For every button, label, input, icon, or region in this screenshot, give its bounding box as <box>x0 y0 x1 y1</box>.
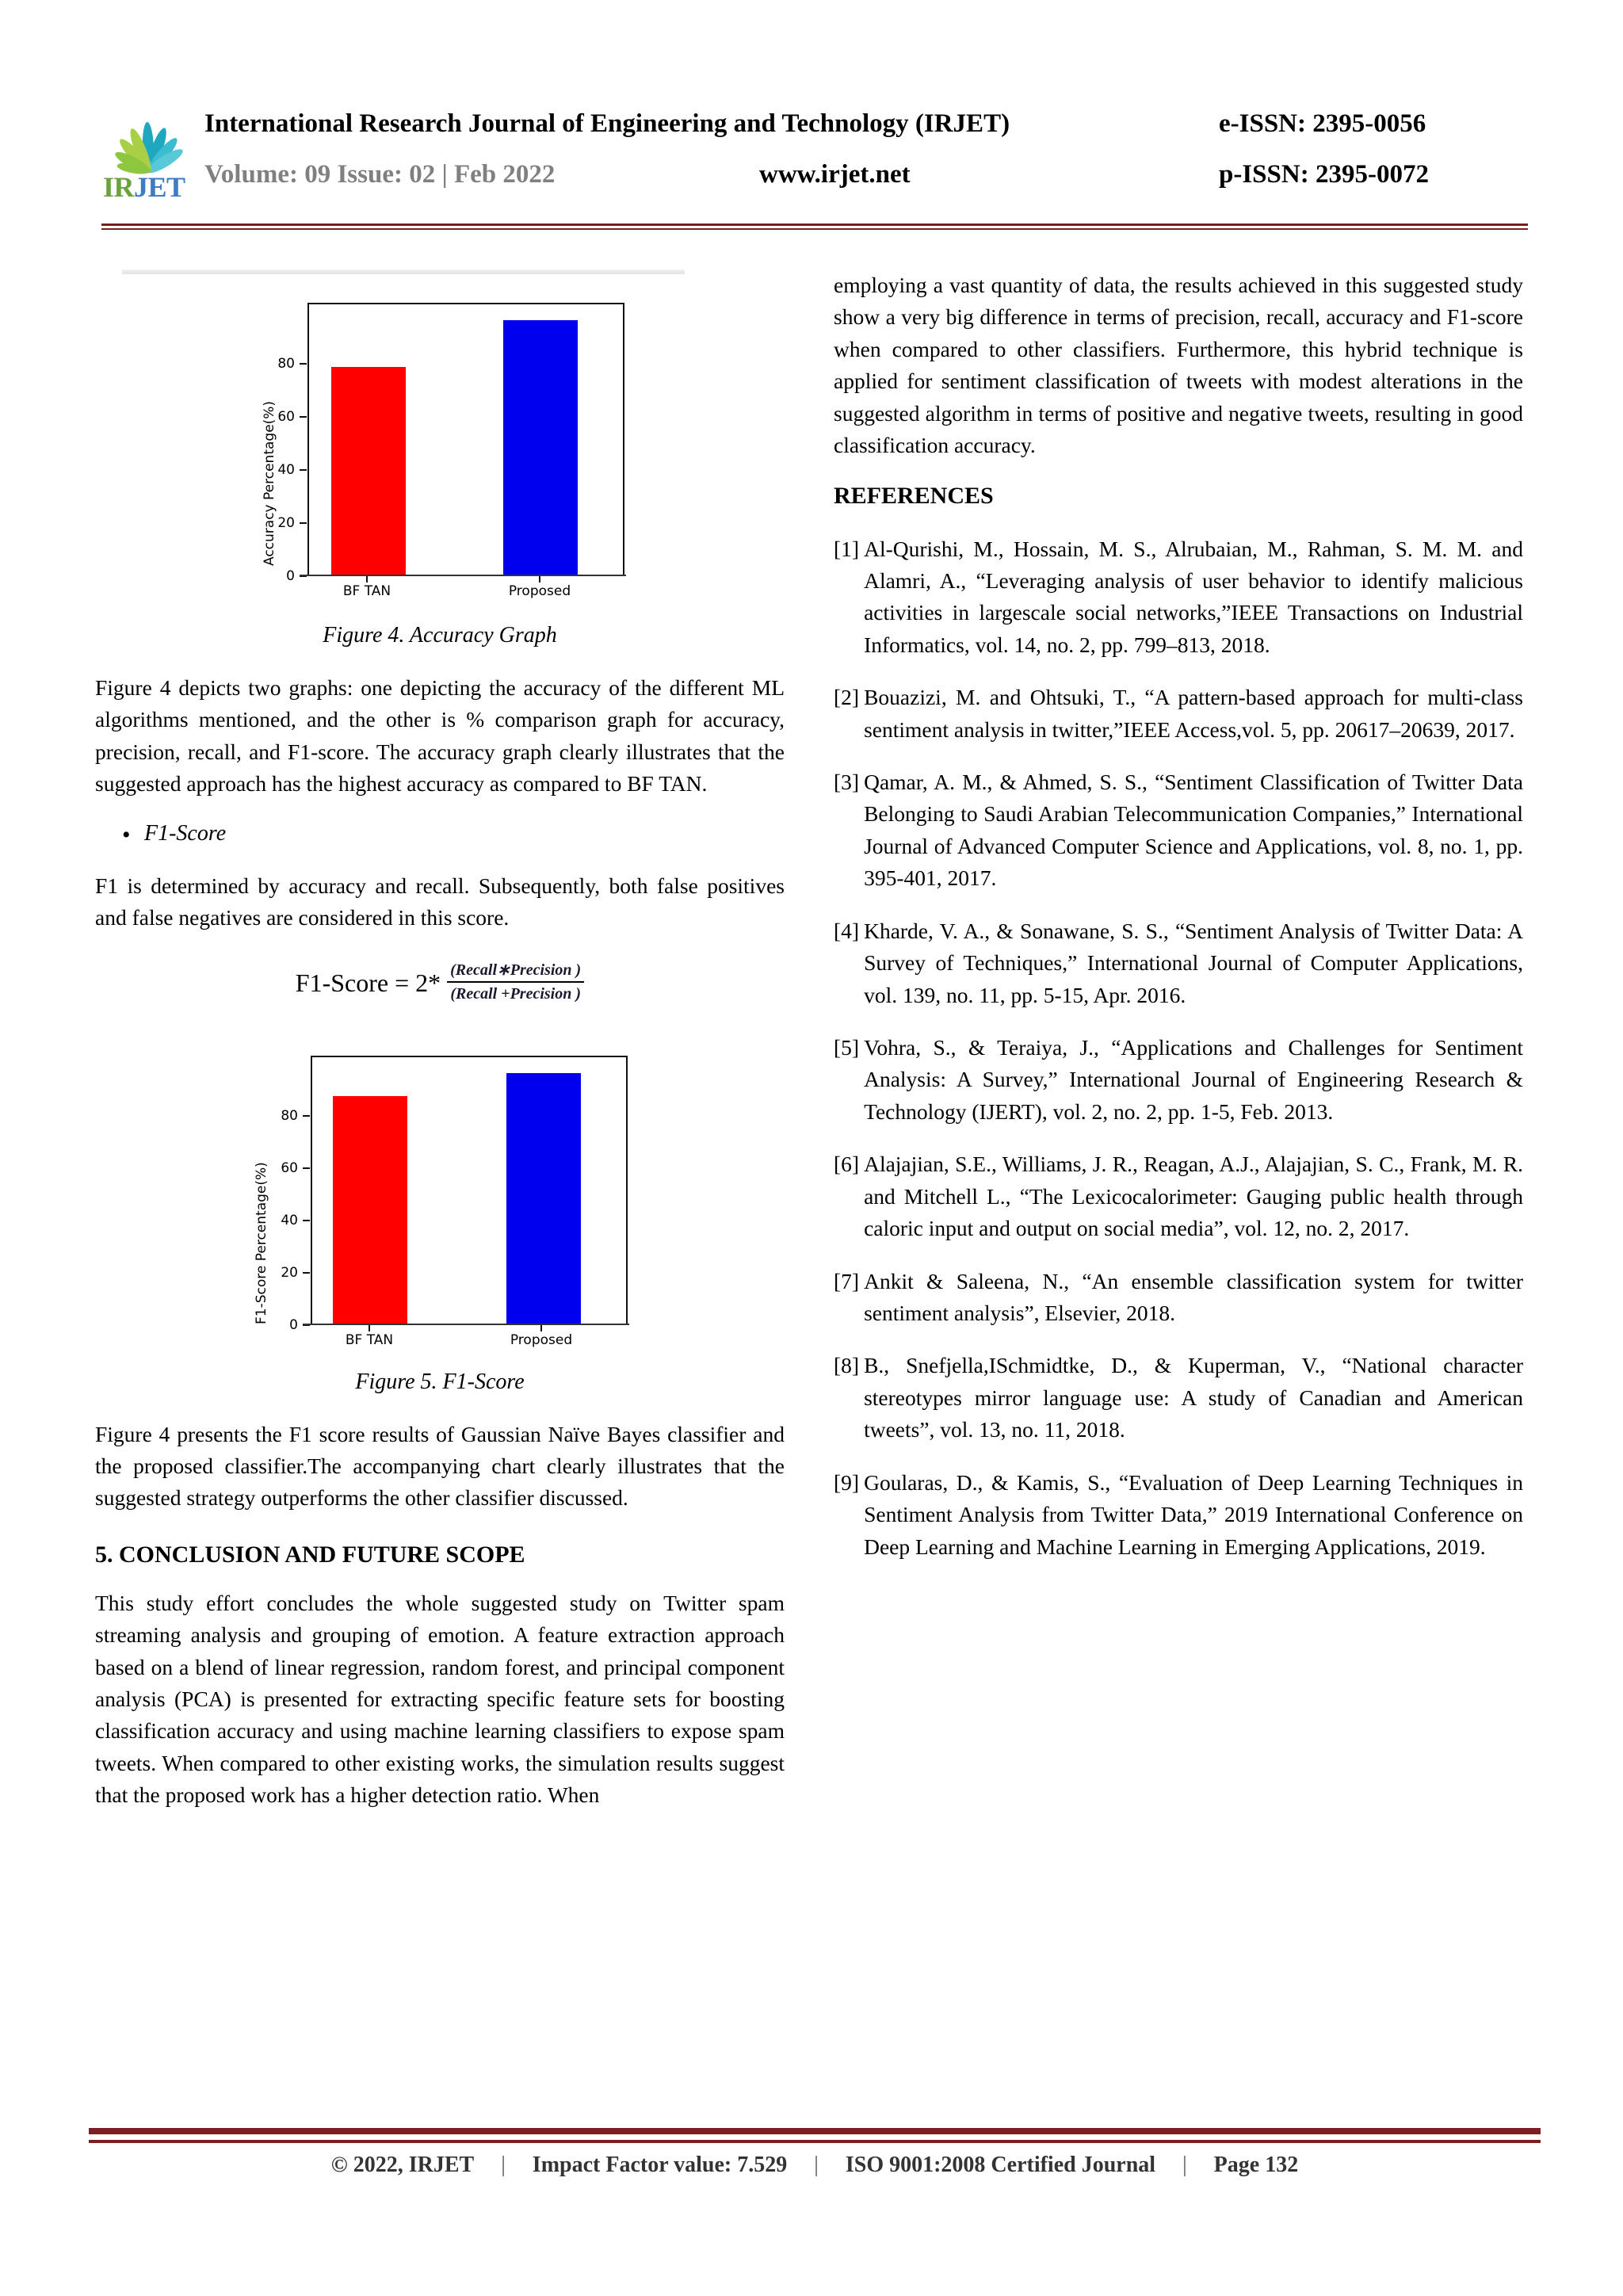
reference-text: Al-Qurishi, M., Hossain, M. S., Alrubaian, M., Rahman, S. M. M. and Alamri, A., “Leveraging analysis of user behavior to identify malicious activities in largescale social networks,”IEEE Transactions on Industrial Informatics, vol. 14, no. 2, pp. 799–813, 2018. <box>864 536 1523 657</box>
left-column <box>95 269 785 1812</box>
right-column <box>834 269 1523 1584</box>
footer-separator-1: | <box>501 2153 506 2177</box>
f1-ytick-60: 60 <box>281 1159 298 1176</box>
f1-ytick-mark-80 <box>303 1115 310 1117</box>
header-rule-bottom <box>101 228 1528 230</box>
f1-score-chart <box>95 1027 785 1352</box>
accuracy-chart-frame <box>95 281 785 606</box>
footer-copyright: © 2022, IRJET <box>330 2153 475 2177</box>
journal-masthead <box>101 103 1528 214</box>
f1-chart-frame <box>95 1027 785 1352</box>
reference-text: Bouazizi, M. and Ohtsuki, T., “A pattern-based approach for multi-class sentiment analysis in twitter,”IEEE Access,vol. 5, pp. 20617–20639, 2017. <box>864 685 1523 742</box>
paragraph-conclusion: This study effort concludes the whole suggested study on Twitter spam streaming analysis and grouping of emotion. A feature extraction approach based on a blend of linear regression, random forest, and principal component analysis (PCA) is presented for extracting specific feature sets for boosting classification accuracy and using machine learning classifiers to expose spam tweets. When compared to other existing works, the simulation results suggest that the proposed work has a higher detection ratio. When <box>95 1590 785 1808</box>
header-row-title <box>204 109 1528 139</box>
accuracy-xtick-mark-bf-tan <box>366 576 368 583</box>
formula-denominator: (Recall +Precision ) <box>450 984 582 1003</box>
footer-rule-thick <box>89 2128 1541 2134</box>
f1-ytick-20: 20 <box>281 1264 298 1281</box>
accuracy-ytick-mark-20 <box>300 522 307 524</box>
journal-website[interactable]: www.irjet.net <box>759 160 911 189</box>
paragraph-figure5-description: Figure 4 presents the F1 score results of Gaussian Naïve Bayes classifier and the proposed classifier.The accompanying chart clearly illustrates that the suggested strategy outperforms the other classifier discussed. <box>95 1421 785 1511</box>
chart-top-divider <box>122 269 685 274</box>
reference-text: Qamar, A. M., & Ahmed, S. S., “Sentiment Classification of Twitter Data Belonging to Saudi Arabian Telecommunication Companies,” International Journal of Advanced Computer Science and Applications, vol. 8, no. 1, pp. 395-401, 2017. <box>864 770 1523 891</box>
paragraph-figure4-description: Figure 4 depicts two graphs: one depicting the accuracy of the different ML algorithms mentioned, and the other is % comparison graph for accuracy, precision, recall, and F1-score. The accuracy graph clearly illustrates that the suggested approach has the highest accuracy as compared to BF TAN. <box>95 675 785 797</box>
reference-item <box>834 1467 1523 1563</box>
conclusion-heading: 5. CONCLUSION AND FUTURE SCOPE <box>95 1541 525 1568</box>
figure-5-caption: Figure 5. F1-Score <box>355 1369 525 1394</box>
accuracy-ytick-60: 60 <box>277 409 295 425</box>
footer-impact-factor: Impact Factor value: 7.529 <box>532 2153 788 2177</box>
accuracy-xtick-mark-proposed <box>539 576 540 583</box>
reference-number: [2] <box>834 685 860 710</box>
f1-x-axis-line <box>303 1324 629 1325</box>
accuracy-bar-proposed <box>503 320 578 575</box>
f1-ytick-mark-60 <box>303 1167 310 1169</box>
accuracy-xtick-proposed: Proposed <box>508 583 571 599</box>
f1-xtick-proposed: Proposed <box>510 1331 573 1348</box>
f1-ytick-0: 0 <box>289 1316 298 1333</box>
accuracy-bar-bf-tan <box>331 367 406 575</box>
accuracy-ytick-40: 40 <box>277 462 295 478</box>
reference-item <box>834 1032 1523 1128</box>
reference-item <box>834 1148 1523 1244</box>
reference-text: Goularas, D., & Kamis, S., “Evaluation of Deep Learning Techniques in Sentiment Analysis from Twitter Data,” 2019 International Conference on Deep Learning and Machine Learning in Emerging Applications, 2019. <box>864 1469 1523 1559</box>
reference-number: [4] <box>834 918 860 943</box>
accuracy-ytick-80: 80 <box>277 356 295 372</box>
formula-numerator: (Recall∗Precision ) <box>450 961 582 979</box>
bullet-f1-score-label: F1-Score <box>144 820 227 846</box>
reference-text: Kharde, V. A., & Sonawane, S. S., “Sentiment Analysis of Twitter Data: A Survey of Techniques,” International Journal of Computer Applications, vol. 139, no. 11, pp. 5-15, Apr. 2016. <box>864 918 1523 1007</box>
footer-separator-2: | <box>814 2153 819 2177</box>
reference-text: Ankit & Saleena, N., “An ensemble classification system for twitter sentiment analysis”, Elsevier, 2018. <box>864 1268 1523 1325</box>
accuracy-ytick-mark-60 <box>300 416 307 418</box>
logo-ir-text: IR <box>103 171 135 203</box>
references-heading: REFERENCES <box>834 482 994 509</box>
e-issn: e-ISSN: 2395-0056 <box>1219 109 1426 138</box>
accuracy-ytick-20: 20 <box>277 515 295 531</box>
reference-number: [6] <box>834 1152 860 1177</box>
accuracy-ytick-mark-40 <box>300 469 307 471</box>
p-issn: p-ISSN: 2395-0072 <box>1219 160 1429 189</box>
accuracy-chart <box>95 269 785 606</box>
footer-page-number: Page 132 <box>1213 2153 1299 2177</box>
reference-item <box>834 533 1523 662</box>
reference-number: [1] <box>834 536 860 561</box>
journal-title: International Research Journal of Engineering and Technology (IRJET) <box>204 109 1010 138</box>
bullet-marker-icon: • <box>122 821 131 848</box>
reference-item <box>834 682 1523 746</box>
logo-et-text: ET <box>147 171 185 203</box>
figure-4-caption: Figure 4. Accuracy Graph <box>323 623 557 648</box>
reference-text: Alajajian, S.E., Williams, J. R., Reagan, A.J., Alajajian, S. C., Frank, M. R. and Mitchell L., “The Lexicocalorimeter: Gauging public health through caloric input and output on social media”, vol. 12, no. 2, 2017. <box>864 1152 1523 1241</box>
page-footer <box>89 2153 1541 2178</box>
reference-item <box>834 1350 1523 1446</box>
volume-issue-date: Volume: 09 Issue: 02 | Feb 2022 <box>204 160 556 189</box>
accuracy-x-axis-line <box>300 575 626 576</box>
formula-left-side: F1-Score = 2* <box>295 968 441 997</box>
accuracy-ytick-mark-80 <box>300 363 307 365</box>
f1-ytick-mark-20 <box>303 1272 310 1274</box>
reference-item <box>834 1266 1523 1330</box>
reference-item <box>834 915 1523 1011</box>
reference-text: B., Snefjella,ISchmidtke, D., & Kuperman, V., “National character stereotypes mirror language use: A study of Canadian and American tweets”, vol. 13, no. 11, 2018. <box>864 1353 1523 1442</box>
irjet-leaf-icon <box>101 103 197 176</box>
f1-ytick-40: 40 <box>281 1212 298 1228</box>
logo-j-text: J <box>134 171 148 203</box>
header-row-volume <box>204 160 1528 189</box>
f1-y-axis-label: F1-Score Percentage(%) <box>254 1161 269 1324</box>
f1-xtick-bf-tan: BF TAN <box>345 1331 394 1348</box>
reference-number: [9] <box>834 1469 860 1495</box>
bullet-f1-score <box>95 821 785 850</box>
accuracy-ytick-0: 0 <box>286 568 295 584</box>
formula-fraction <box>447 960 584 1003</box>
reference-number: [7] <box>834 1268 860 1293</box>
footer-iso-certification: ISO 9001:2008 Certified Journal <box>845 2153 1156 2177</box>
f1-score-formula <box>95 961 785 1005</box>
footer-separator-3: | <box>1182 2153 1187 2177</box>
reference-number: [5] <box>834 1035 860 1060</box>
paragraph-f1-definition: F1 is determined by accuracy and recall. Subsequently, both false positives and false negatives are considered in this score. <box>95 873 785 930</box>
accuracy-plot-area <box>307 303 624 576</box>
f1-ytick-80: 80 <box>281 1107 298 1124</box>
accuracy-y-axis-label: Accuracy Percentage(%) <box>262 400 277 566</box>
accuracy-xtick-bf-tan: BF TAN <box>342 583 391 599</box>
reference-number: [8] <box>834 1353 860 1378</box>
paragraph-conclusion-continued: employing a vast quantity of data, the results achieved in this suggested study show a very big difference in terms of precision, recall, accuracy and F1-score when compared to other classifiers. Furthermore, this hybrid technique is applied for sentiment classification of tweets with modest alterations in the suggested algorithm in terms of positive and negative tweets, resulting in good classification accuracy. <box>834 273 1523 458</box>
reference-item <box>834 766 1523 895</box>
irjet-logo <box>101 103 197 204</box>
f1-bar-proposed <box>506 1073 581 1324</box>
header-rule-top <box>101 223 1528 226</box>
f1-ytick-mark-40 <box>303 1220 310 1221</box>
footer-rule-thin <box>89 2140 1541 2143</box>
f1-xtick-mark-proposed <box>540 1325 542 1331</box>
irjet-wordmark <box>103 173 185 201</box>
reference-number: [3] <box>834 770 860 795</box>
reference-text: Vohra, S., & Teraiya, J., “Applications and Challenges for Sentiment Analysis: A Survey,” International Journal of Engineering Research & Technology (IJERT), vol. 2, no. 2, pp. 1-5, Feb. 2013. <box>864 1035 1523 1124</box>
f1-plot-area <box>311 1056 628 1325</box>
f1-xtick-mark-bf-tan <box>369 1325 370 1331</box>
f1-bar-bf-tan <box>333 1096 407 1324</box>
